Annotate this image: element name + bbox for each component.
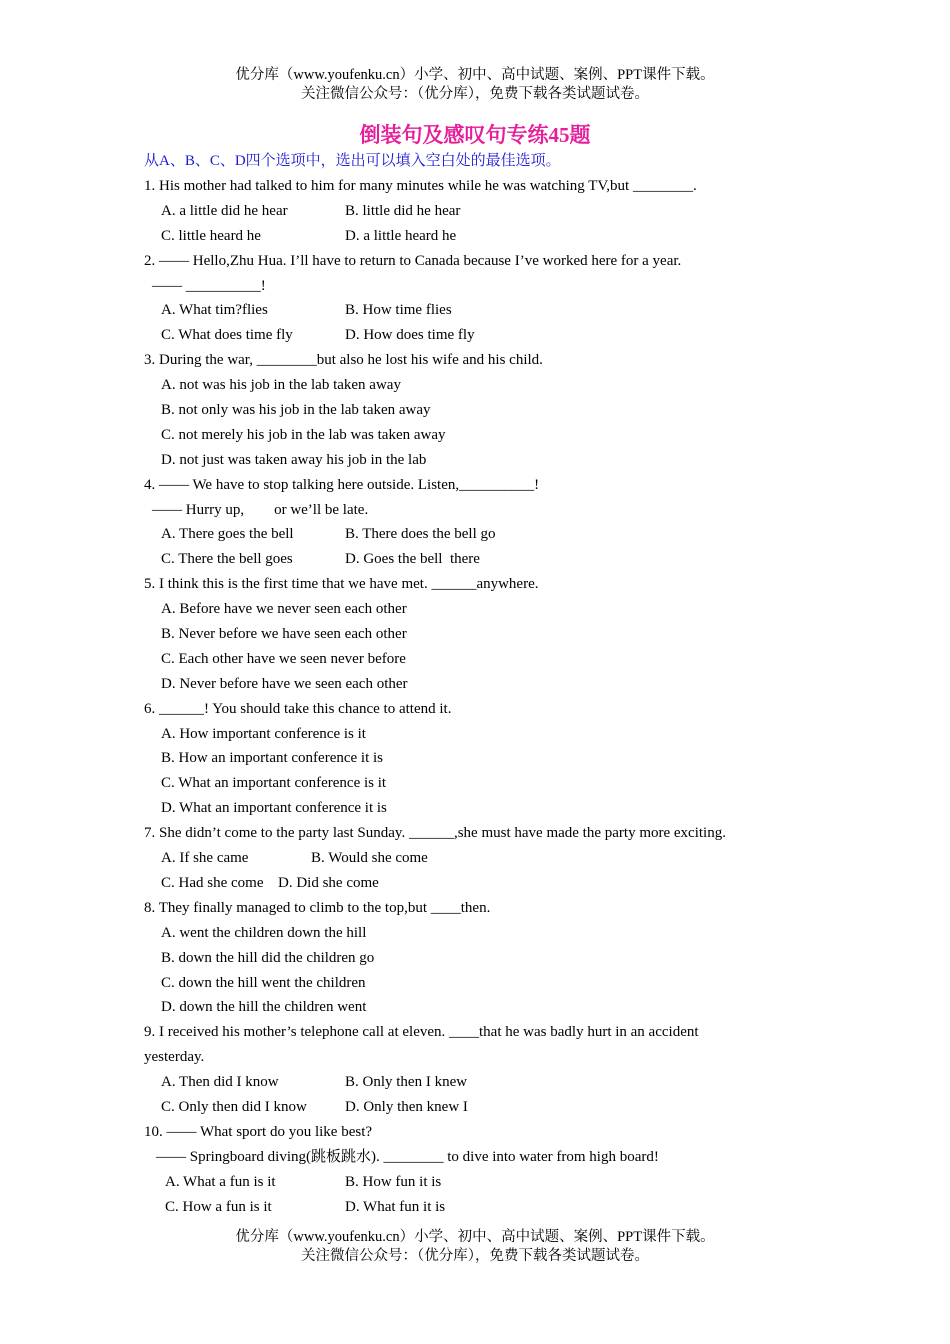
question-4-options-ab [144,522,824,547]
question-10-reply: —— Springboard diving(跳板跳水). ________ to dive into water from high board! [156,1148,659,1165]
option-b: B. Would she come [311,850,428,867]
question-4-options-cd [144,547,824,572]
instruction-text: 从A、B、C、D四个选项中，选出可以填入空白处的最佳选项。 [144,153,561,169]
option-c: C. Only then did I know [161,1098,307,1115]
page-footer [0,1228,950,1266]
question-4-reply: —— Hurry up, or we’ll be late. [152,501,369,518]
question-8-stem: 8. They finally managed to climb to the top,but ____then. [144,899,491,916]
question-4-stem: 4. —— We have to stop talking here outside. Listen,__________! [144,476,540,493]
question-5-option-a: A. Before have we never seen each other [161,601,407,618]
page-title: 倒装句及感叹句专练45题 [359,123,591,147]
question-2-options-ab [144,298,824,323]
question-7-options-cd [144,871,824,896]
option-a: A. There goes the bell [161,526,294,543]
question-10-options-ab [144,1170,824,1195]
question-6-option-c: C. What an important conference is it [161,775,387,792]
question-6-option-d: D. What an important conference it is [161,800,387,817]
option-c: C. There the bell goes [161,551,293,568]
question-3-stem: 3. During the war, ________but also he lost his wife and his child. [144,352,543,369]
question-6-option-a: A. How important conference is it [161,725,366,742]
option-a: A. a little did he hear [161,202,288,219]
question-5-option-c: C. Each other have we seen never before [161,650,406,667]
question-3-option-d: D. not just was taken away his job in the lab [161,451,427,468]
question-6-stem: 6. ______! You should take this chance to attend it. [144,700,452,717]
option-d: D. Only then knew I [345,1098,468,1115]
question-7-options-ab [144,846,824,871]
question-5-stem: 5. I think this is the first time that we have met. ______anywhere. [144,576,539,593]
header-line-1: 优分库（www.youfenku.cn）小学、初中、高中试题、案例、PPT课件下载。 [235,67,715,83]
option-c: C. How a fun is it [165,1198,272,1215]
question-8-option-d: D. down the hill the children went [161,999,367,1016]
option-b: B. There does the bell go [345,526,496,543]
question-10-stem: 10. —— What sport do you like best? [144,1123,373,1140]
question-2-reply: —— __________! [152,277,266,294]
question-8-option-a: A. went the children down the hill [161,924,367,941]
question-6-option-b: B. How an important conference it is [161,750,384,767]
option-a: A. If she came [161,850,249,867]
page-header [0,66,950,104]
question-9-options-ab [144,1070,824,1095]
question-9-options-cd [144,1095,824,1120]
question-3-option-a: A. not was his job in the lab taken away [161,377,401,394]
question-2-options-cd [144,323,824,348]
header-line-2: 关注微信公众号：（优分库），免费下载各类试题试卷。 [301,86,649,102]
question-7-stem: 7. She didn’t come to the party last Sunday. ______,she must have made the party more exciting. [144,825,726,842]
question-3-option-b: B. not only was his job in the lab taken away [161,402,431,419]
option-b: B. How time flies [345,302,452,319]
question-8-option-b: B. down the hill did the children go [161,949,375,966]
option-d: D. What fun it is [345,1198,446,1215]
question-3-option-c: C. not merely his job in the lab was taken away [161,426,446,443]
option-c: C. little heard he [161,227,261,244]
question-5-option-d: D. Never before have we seen each other [161,675,408,692]
question-8-option-c: C. down the hill went the children [161,974,366,991]
option-d: D. Did she come [278,874,379,891]
question-1-options-cd [144,224,824,249]
question-1-stem: 1. His mother had talked to him for many minutes while he was watching TV,but ________. [144,178,697,194]
option-b: B. little did he hear [345,202,461,219]
option-c: C. What does time fly [161,327,293,344]
question-10-options-cd [144,1195,824,1220]
footer-line-2: 关注微信公众号：（优分库），免费下载各类试题试卷。 [301,1248,649,1264]
option-a: A. Then did I know [161,1074,279,1091]
option-a: A. What tim?flies [161,302,268,319]
question-2-stem: 2. —— Hello,Zhu Hua. I’ll have to return to Canada because I’ve worked here for a year. [144,252,682,269]
option-d: D. Goes the bell there [345,551,480,568]
option-b: B. How fun it is [345,1173,442,1190]
option-b: B. Only then I knew [345,1074,468,1091]
question-9-stem-continued: yesterday. [144,1049,205,1066]
question-9-stem: 9. I received his mother’s telephone call at eleven. ____that he was badly hurt in an accident [144,1024,699,1041]
option-a: A. What a fun is it [165,1173,276,1190]
question-5-option-b: B. Never before we have seen each other [161,626,407,643]
option-d: D. How does time fly [345,327,475,344]
footer-line-1: 优分库（www.youfenku.cn）小学、初中、高中试题、案例、PPT课件下载。 [235,1229,715,1245]
question-list [144,174,824,1219]
option-c: C. Had she come [161,874,264,891]
question-1-options-ab [144,199,824,224]
option-d: D. a little heard he [345,227,457,244]
